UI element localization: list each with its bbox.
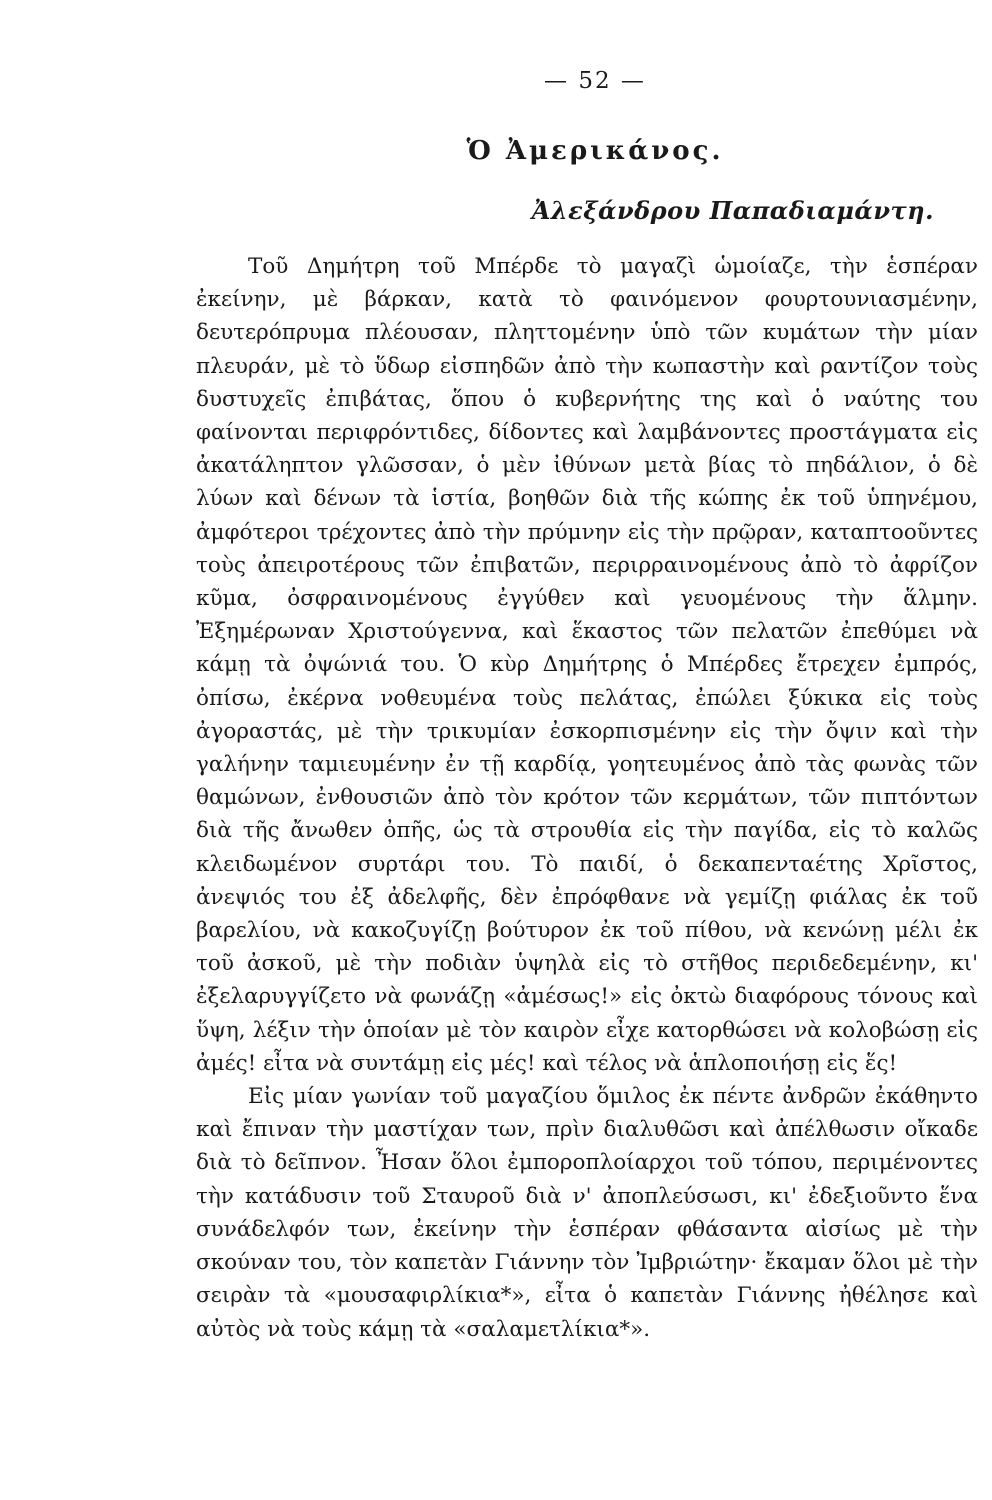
page-number: — 52 —: [544, 68, 646, 94]
paragraph: Τοῦ Δημήτρη τοῦ Μπέρδε τὸ μαγαζὶ ὡμοίαζε, τὴν ἑσπέραν ἐκείνην, μὲ βάρκαν, κατὰ τὸ φαινόμενον φουρτουνιασμένην, δευτερόπρυμα πλέουσαν, πληττομένην ὑπὸ τῶν κυμάτων τὴν μίαν πλευράν, μὲ τὸ ὕδωρ εἰσπηδῶν ἀπὸ τὴν κωπαστὴν καὶ ραντίζον τοὺς δυστυχεῖς ἐπιβάτας, ὅπου ὁ κυβερνήτης της καὶ ὁ ναύτης του φαίνονται περιφρόντιδες, δίδοντες καὶ λαμβάνοντες προστάγματα εἰς ἀκατάληπτον γλῶσσαν, ὁ μὲν ἰθύνων μετὰ βίας τὸ πηδάλιον, ὁ δὲ λύων καὶ δένων τὰ ἱστία, βοηθῶν διὰ τῆς κώπης ἐκ τοῦ ὑπηνέμου, ἀμφότεροι τρέχοντες ἀπὸ τὴν πρύμνην εἰς τὴν πρῷραν, καταπτοοῦντες τοὺς ἀπειροτέρους τῶν ἐπιβατῶν, περιρραινομένους ἀπὸ τὸ ἀφρίζον κῦμα, ὀσφραινομένους ἐγγύθεν καὶ γευομένους τὴν ἅλμην. Ἐξημέρωναν Χριστούγεννα, καὶ ἕκαστος τῶν πελατῶν ἐπεθύμει νὰ κάμῃ τὰ ὀψώνιά του. Ὁ κὺρ Δημήτρης ὁ Μπέρδες ἔτρεχεν ἐμπρός, ὀπίσω, ἐκέρνα νοθευμένα τοὺς πελάτας, ἐπώλει ξύκικα εἰς τοὺς ἀγοραστάς, μὲ τὴν τρικυμίαν ἐσκορπισμένην εἰς τὴν ὄψιν καὶ τὴν γαλήνην ταμιευμένην ἐν τῇ καρδίᾳ, γοητευμένος ἀπὸ τὰς φωνὰς τῶν θαμώνων, ἐνθουσιῶν ἀπὸ τὸν κρότον τῶν κερμάτων, τῶν πιπτόντων διὰ τῆς ἄνωθεν ὀπῆς, ὡς τὰ στρουθία εἰς τὴν παγίδα, εἰς τὸ καλῶς κλειδωμένον συρτάρι του. Τὸ παιδί, ὁ δεκαπενταέτης Χρῖστος, ἀνεψιός του ἐξ ἀδελφῆς, δὲν ἐπρόφθανε νὰ γεμίζῃ φιάλας ἐκ τοῦ βαρελίου, νὰ κακοζυγίζῃ βούτυρον ἐκ τοῦ πίθου, νὰ κενώνῃ μέλι ἐκ τοῦ ἀσκοῦ, μὲ τὴν ποδιὰν ὑψηλὰ εἰς τὸ στῆθος περιδεδεμένην, κι' ἐξελαρυγγίζετο νὰ φωνάζῃ «ἀμέσως!» εἰς ὀκτὼ διαφόρους τόνους καὶ ὕψη, λέξιν τὴν ὁποίαν μὲ τὸν καιρὸν εἶχε κατορθώσει νὰ κολοβώσῃ εἰς ἀμές! εἶτα νὰ συντάμῃ εἰς μές! καὶ τέλος νὰ ἁπλοποιήσῃ εἰς ἕς!: [196, 254, 978, 1076]
story-title: Ὁ Ἀμερικάνος.: [466, 136, 724, 166]
body-text: [196, 250, 978, 1346]
author-name: Ἀλεξάνδρου Παπαδιαμάντη.: [531, 196, 934, 225]
paragraph: Εἰς μίαν γωνίαν τοῦ μαγαζίου ὅμιλος ἐκ πέντε ἀνδρῶν ἐκάθηντο καὶ ἔπιναν τὴν μαστίχαν των, πρὶν διαλυθῶσι καὶ ἀπέλθωσιν οἴκαδε διὰ τὸ δεῖπνον. Ἦσαν ὅλοι ἐμποροπλοίαρχοι τοῦ τόπου, περιμένοντες τὴν κατάδυσιν τοῦ Σταυροῦ διὰ ν' ἀποπλεύσωσι, κι' ἐδεξιοῦντο ἕνα συνάδελφόν των, ἐκείνην τὴν ἑσπέραν φθάσαντα αἰσίως μὲ τὴν σκούναν του, τὸν καπετὰν Γιάννην τὸν Ἰμβριώτην· ἔκαμαν ὅλοι μὲ τὴν σειρὰν τὰ «μουσαφιρλίκια*», εἶτα ὁ καπετὰν Γιάννης ἠθέλησε καὶ αὐτὸς νὰ τοὺς κάμῃ τὰ «σαλαμετλίκια*».: [196, 1084, 978, 1342]
